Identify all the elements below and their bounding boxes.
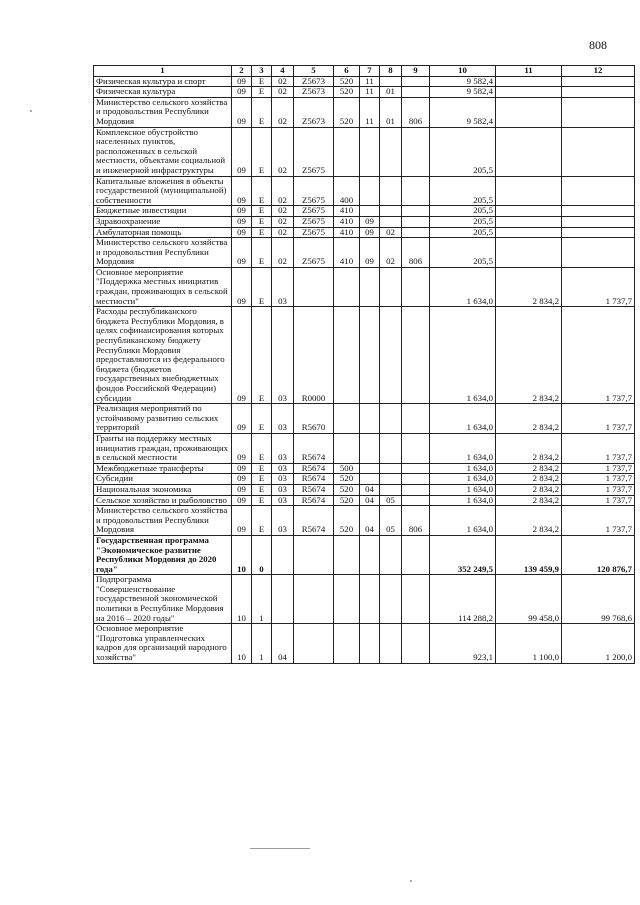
table-cell: 09: [232, 238, 252, 268]
table-cell: [562, 227, 635, 238]
table-row: [94, 216, 635, 227]
table-cell: Z5673: [294, 76, 334, 87]
table-cell: 11: [360, 97, 380, 127]
table-cell: 02: [272, 76, 294, 87]
table-row: [94, 176, 635, 206]
table-cell: 2 834,2: [496, 267, 562, 306]
table-cell: 1 737,7: [562, 433, 635, 463]
row-label-cell: Национальная экономика: [94, 484, 232, 495]
table-cell: [380, 474, 402, 485]
table-cell: [380, 463, 402, 474]
table-row: [94, 624, 635, 663]
table-row: [94, 495, 635, 506]
table-cell: 03: [272, 267, 294, 306]
table-row: [94, 484, 635, 495]
table-cell: 205,5: [430, 216, 496, 227]
table-cell: 205,5: [430, 176, 496, 206]
table-row: [94, 506, 635, 536]
table-cell: [334, 575, 360, 624]
table-cell: 11: [360, 87, 380, 98]
table-cell: 1 634,0: [430, 433, 496, 463]
table-cell: 1 634,0: [430, 506, 496, 536]
table-cell: 352 249,5: [430, 535, 496, 574]
table-cell: 11: [360, 76, 380, 87]
table-cell: 10: [232, 535, 252, 574]
table-cell: 205,5: [430, 127, 496, 176]
table-cell: 09: [232, 267, 252, 306]
table-cell: R5674: [294, 433, 334, 463]
table-cell: [360, 474, 380, 485]
table-cell: [360, 176, 380, 206]
table-cell: [380, 535, 402, 574]
scan-speck: [30, 110, 32, 112]
table-cell: 03: [272, 463, 294, 474]
table-cell: 520: [334, 484, 360, 495]
scan-speck: [410, 880, 412, 882]
row-label-cell: Подпрограмма "Совершенствование государственной экономической политики в Республике Мордовия на 2016 – 2020 годы": [94, 575, 232, 624]
table-cell: E: [252, 404, 272, 434]
table-cell: 2 834,2: [496, 495, 562, 506]
table-cell: [562, 206, 635, 217]
table-cell: [496, 227, 562, 238]
table-cell: [562, 87, 635, 98]
row-label-cell: Министерство сельского хозяйства и продовольствия Республики Мордовия: [94, 97, 232, 127]
table-cell: 1 737,7: [562, 506, 635, 536]
table-cell: 205,5: [430, 238, 496, 268]
table-cell: 1 737,7: [562, 307, 635, 404]
table-cell: E: [252, 433, 272, 463]
table-cell: 2 834,2: [496, 404, 562, 434]
table-row: [94, 227, 635, 238]
table-cell: 03: [272, 495, 294, 506]
table-cell: 806: [402, 506, 430, 536]
row-label-cell: Бюджетные инвестиции: [94, 206, 232, 217]
row-label-cell: Здравоохранение: [94, 216, 232, 227]
table-cell: [360, 267, 380, 306]
row-label-cell: Министерство сельского хозяйства и продовольствия Республики Мордовия: [94, 238, 232, 268]
table-row: [94, 87, 635, 98]
table-cell: R5674: [294, 474, 334, 485]
table-cell: 923,1: [430, 624, 496, 663]
table-cell: 03: [272, 404, 294, 434]
table-cell: E: [252, 506, 272, 536]
table-cell: [360, 404, 380, 434]
table-cell: [402, 127, 430, 176]
table-cell: 99 768,6: [562, 575, 635, 624]
table-cell: [294, 575, 334, 624]
table-cell: [402, 87, 430, 98]
table-cell: [496, 127, 562, 176]
table-cell: 09: [232, 484, 252, 495]
table-cell: 01: [380, 97, 402, 127]
table-row: [94, 127, 635, 176]
table-cell: 09: [232, 474, 252, 485]
table-cell: 2 834,2: [496, 484, 562, 495]
table-row: [94, 535, 635, 574]
table-cell: [360, 624, 380, 663]
table-cell: Z5675: [294, 176, 334, 206]
table-cell: 120 876,7: [562, 535, 635, 574]
table-cell: [562, 97, 635, 127]
table-cell: [380, 206, 402, 217]
table-cell: 09: [232, 97, 252, 127]
table-cell: 1 634,0: [430, 307, 496, 404]
table-cell: [380, 216, 402, 227]
table-cell: 1 634,0: [430, 267, 496, 306]
table-cell: [360, 575, 380, 624]
table-cell: [402, 535, 430, 574]
table-cell: Z5675: [294, 127, 334, 176]
table-cell: [360, 307, 380, 404]
table-cell: E: [252, 87, 272, 98]
table-cell: 1 737,7: [562, 267, 635, 306]
table-cell: [496, 176, 562, 206]
table-cell: [402, 216, 430, 227]
table-cell: 09: [232, 227, 252, 238]
table-cell: R5670: [294, 404, 334, 434]
table-cell: 2 834,2: [496, 463, 562, 474]
row-label-cell: Основное мероприятие "Поддержка местных инициатив граждан, проживающих в сельской местности": [94, 267, 232, 306]
table-cell: Z5675: [294, 206, 334, 217]
table-cell: [380, 176, 402, 206]
row-label-cell: Физическая культура и спорт: [94, 76, 232, 87]
table-cell: [334, 535, 360, 574]
table-cell: [380, 624, 402, 663]
table-cell: R5674: [294, 495, 334, 506]
column-header: 5: [294, 66, 334, 77]
table-cell: 1 737,7: [562, 404, 635, 434]
table-row: [94, 463, 635, 474]
row-label-cell: Сельское хозяйство и рыболовство: [94, 495, 232, 506]
table-cell: 1 634,0: [430, 404, 496, 434]
table-cell: 1 100,0: [496, 624, 562, 663]
table-cell: 410: [334, 238, 360, 268]
table-cell: R5674: [294, 506, 334, 536]
row-label-cell: Комплексное обустройство населенных пунктов, расположенных в сельской местности, объектами социальной и инженерной инфраструктуры: [94, 127, 232, 176]
row-label-cell: Гранты на поддержку местных инициатив граждан, проживающих в сельской местности: [94, 433, 232, 463]
table-row: [94, 474, 635, 485]
table-cell: [360, 433, 380, 463]
table-cell: 09: [232, 76, 252, 87]
table-cell: [380, 76, 402, 87]
table-cell: 520: [334, 76, 360, 87]
table-cell: [380, 484, 402, 495]
table-cell: [334, 267, 360, 306]
table-cell: 2 834,2: [496, 506, 562, 536]
table-cell: [496, 76, 562, 87]
table-cell: 09: [232, 506, 252, 536]
table-cell: 400: [334, 176, 360, 206]
table-cell: 1 737,7: [562, 484, 635, 495]
table-cell: 09: [232, 495, 252, 506]
table-cell: 205,5: [430, 206, 496, 217]
table-cell: 1: [252, 624, 272, 663]
table-row: [94, 97, 635, 127]
table-cell: [496, 238, 562, 268]
table-cell: [334, 433, 360, 463]
table-cell: R0000: [294, 307, 334, 404]
table-cell: [402, 484, 430, 495]
table-cell: [562, 76, 635, 87]
budget-table: [93, 65, 635, 664]
table-cell: [402, 474, 430, 485]
table-cell: 10: [232, 624, 252, 663]
table-cell: 09: [232, 433, 252, 463]
table-row: [94, 76, 635, 87]
table-cell: Z5673: [294, 97, 334, 127]
table-cell: E: [252, 238, 272, 268]
table-cell: 500: [334, 463, 360, 474]
table-cell: 9 582,4: [430, 76, 496, 87]
table-cell: E: [252, 474, 272, 485]
table-cell: [496, 206, 562, 217]
row-label-cell: Реализация мероприятий по устойчивому развитию сельских территорий: [94, 404, 232, 434]
table-cell: 139 459,9: [496, 535, 562, 574]
table-cell: [562, 176, 635, 206]
column-header: 8: [380, 66, 402, 77]
row-label-cell: Расходы республиканского бюджета Республики Мордовия, в целях софинансирования которых республиканскому бюджету Республики Мордовия предоставляются из федерального бюджета (бюджетов государственных внебюджетных фондов Российской Федерации) субсидии: [94, 307, 232, 404]
table-cell: 02: [272, 97, 294, 127]
table-cell: E: [252, 76, 272, 87]
table-cell: 1 634,0: [430, 484, 496, 495]
row-label-cell: Основное мероприятие "Подготовка управленческих кадров для организаций народного хозяйства": [94, 624, 232, 663]
table-cell: 03: [272, 474, 294, 485]
table-cell: [496, 216, 562, 227]
table-cell: 02: [380, 238, 402, 268]
column-header: 4: [272, 66, 294, 77]
table-cell: 2 834,2: [496, 307, 562, 404]
column-header: 12: [562, 66, 635, 77]
table-cell: 1 634,0: [430, 463, 496, 474]
table-cell: 02: [272, 127, 294, 176]
table-cell: 04: [360, 495, 380, 506]
table-cell: E: [252, 176, 272, 206]
table-cell: [272, 575, 294, 624]
table-cell: 09: [232, 127, 252, 176]
table-cell: [380, 404, 402, 434]
row-label-cell: Амбулаторная помощь: [94, 227, 232, 238]
table-cell: [360, 127, 380, 176]
table-cell: 1 737,7: [562, 495, 635, 506]
table-cell: [380, 127, 402, 176]
table-cell: [562, 216, 635, 227]
table-cell: [402, 76, 430, 87]
table-cell: 205,5: [430, 227, 496, 238]
table-cell: 09: [232, 216, 252, 227]
row-label-cell: Министерство сельского хозяйства и продовольствия Республики Мордовия: [94, 506, 232, 536]
table-cell: [562, 238, 635, 268]
table-cell: [402, 624, 430, 663]
table-cell: [334, 127, 360, 176]
table-cell: [294, 535, 334, 574]
table-cell: 09: [360, 238, 380, 268]
table-cell: [360, 535, 380, 574]
table-cell: [496, 87, 562, 98]
column-header: 9: [402, 66, 430, 77]
row-label-cell: Физическая культура: [94, 87, 232, 98]
table-cell: 09: [232, 176, 252, 206]
table-cell: Z5675: [294, 238, 334, 268]
row-label-cell: Государственная программа "Экономическое развитие Республики Мордовия до 2020 года": [94, 535, 232, 574]
table-cell: E: [252, 495, 272, 506]
table-cell: 520: [334, 506, 360, 536]
table-cell: E: [252, 484, 272, 495]
table-cell: 09: [232, 463, 252, 474]
column-header: 11: [496, 66, 562, 77]
table-cell: [562, 127, 635, 176]
table-cell: 09: [232, 404, 252, 434]
table-cell: [402, 176, 430, 206]
table-cell: E: [252, 227, 272, 238]
page-number: 808: [589, 38, 607, 52]
table-cell: [380, 307, 402, 404]
table-cell: 2 834,2: [496, 433, 562, 463]
table-cell: [402, 575, 430, 624]
table-cell: 1 634,0: [430, 474, 496, 485]
table-cell: 03: [272, 506, 294, 536]
table-cell: 09: [360, 216, 380, 227]
table-cell: 806: [402, 238, 430, 268]
table-row: [94, 575, 635, 624]
table-cell: 02: [272, 238, 294, 268]
table-cell: 01: [380, 87, 402, 98]
table-cell: [272, 535, 294, 574]
table-row: [94, 307, 635, 404]
table-cell: [402, 267, 430, 306]
table-cell: [334, 404, 360, 434]
table-cell: E: [252, 307, 272, 404]
table-cell: E: [252, 127, 272, 176]
row-label-cell: Межбюджетные трансферты: [94, 463, 232, 474]
table-cell: [360, 463, 380, 474]
table-body: [94, 76, 635, 663]
table-row: [94, 267, 635, 306]
table-cell: 410: [334, 216, 360, 227]
table-cell: E: [252, 216, 272, 227]
column-header: 2: [232, 66, 252, 77]
table-cell: 03: [272, 433, 294, 463]
column-header: 7: [360, 66, 380, 77]
table-cell: [380, 575, 402, 624]
table-cell: 05: [380, 495, 402, 506]
table-cell: [360, 206, 380, 217]
table-cell: 02: [272, 227, 294, 238]
table-cell: 520: [334, 495, 360, 506]
table-cell: 02: [380, 227, 402, 238]
table-cell: 99 458,0: [496, 575, 562, 624]
table-cell: [402, 495, 430, 506]
table-row: [94, 433, 635, 463]
table-cell: 0: [252, 535, 272, 574]
table-cell: 520: [334, 87, 360, 98]
table-cell: E: [252, 206, 272, 217]
table-cell: 02: [272, 206, 294, 217]
table-cell: 09: [232, 307, 252, 404]
table-cell: 03: [272, 484, 294, 495]
table-cell: [294, 267, 334, 306]
column-header: 3: [252, 66, 272, 77]
table-cell: R5674: [294, 484, 334, 495]
column-header: 1: [94, 66, 232, 77]
table-cell: E: [252, 97, 272, 127]
table-cell: Z5675: [294, 227, 334, 238]
table-cell: 09: [232, 87, 252, 98]
column-header: 10: [430, 66, 496, 77]
table-cell: 1 737,7: [562, 474, 635, 485]
table-cell: [380, 267, 402, 306]
table-cell: [334, 624, 360, 663]
table-cell: 520: [334, 97, 360, 127]
table-cell: [294, 624, 334, 663]
table-cell: 2 834,2: [496, 474, 562, 485]
table-cell: 410: [334, 227, 360, 238]
table-cell: [402, 206, 430, 217]
table-cell: 02: [272, 87, 294, 98]
table-cell: E: [252, 463, 272, 474]
table-cell: [380, 433, 402, 463]
table-cell: 1 200,0: [562, 624, 635, 663]
table-cell: [402, 463, 430, 474]
table-cell: 02: [272, 176, 294, 206]
table-cell: 10: [232, 575, 252, 624]
row-label-cell: Субсидии: [94, 474, 232, 485]
table-cell: 04: [360, 506, 380, 536]
table-cell: 04: [360, 484, 380, 495]
table-cell: R5674: [294, 463, 334, 474]
column-header: 6: [334, 66, 360, 77]
table-cell: 05: [380, 506, 402, 536]
table-cell: [402, 227, 430, 238]
table-cell: [334, 307, 360, 404]
table-cell: 9 582,4: [430, 97, 496, 127]
table-cell: 410: [334, 206, 360, 217]
table-cell: 114 288,2: [430, 575, 496, 624]
table-row: [94, 206, 635, 217]
table-cell: 09: [232, 206, 252, 217]
table-cell: 02: [272, 216, 294, 227]
table-header-row: [94, 66, 635, 77]
table-cell: 04: [272, 624, 294, 663]
table-cell: 1: [252, 575, 272, 624]
table-cell: 1 634,0: [430, 495, 496, 506]
table-cell: [402, 404, 430, 434]
table-cell: 03: [272, 307, 294, 404]
table-cell: 806: [402, 97, 430, 127]
table-cell: 520: [334, 474, 360, 485]
table-cell: [402, 433, 430, 463]
table-cell: Z5675: [294, 216, 334, 227]
table-cell: 9 582,4: [430, 87, 496, 98]
table-cell: [402, 307, 430, 404]
table-cell: Z5673: [294, 87, 334, 98]
table-cell: E: [252, 267, 272, 306]
table-row: [94, 238, 635, 268]
footer-rule: [250, 848, 310, 849]
row-label-cell: Капитальные вложения в объекты государственной (муниципальной) собственности: [94, 176, 232, 206]
table-cell: 1 737,7: [562, 463, 635, 474]
table-cell: 09: [360, 227, 380, 238]
table-row: [94, 404, 635, 434]
table-cell: [496, 97, 562, 127]
